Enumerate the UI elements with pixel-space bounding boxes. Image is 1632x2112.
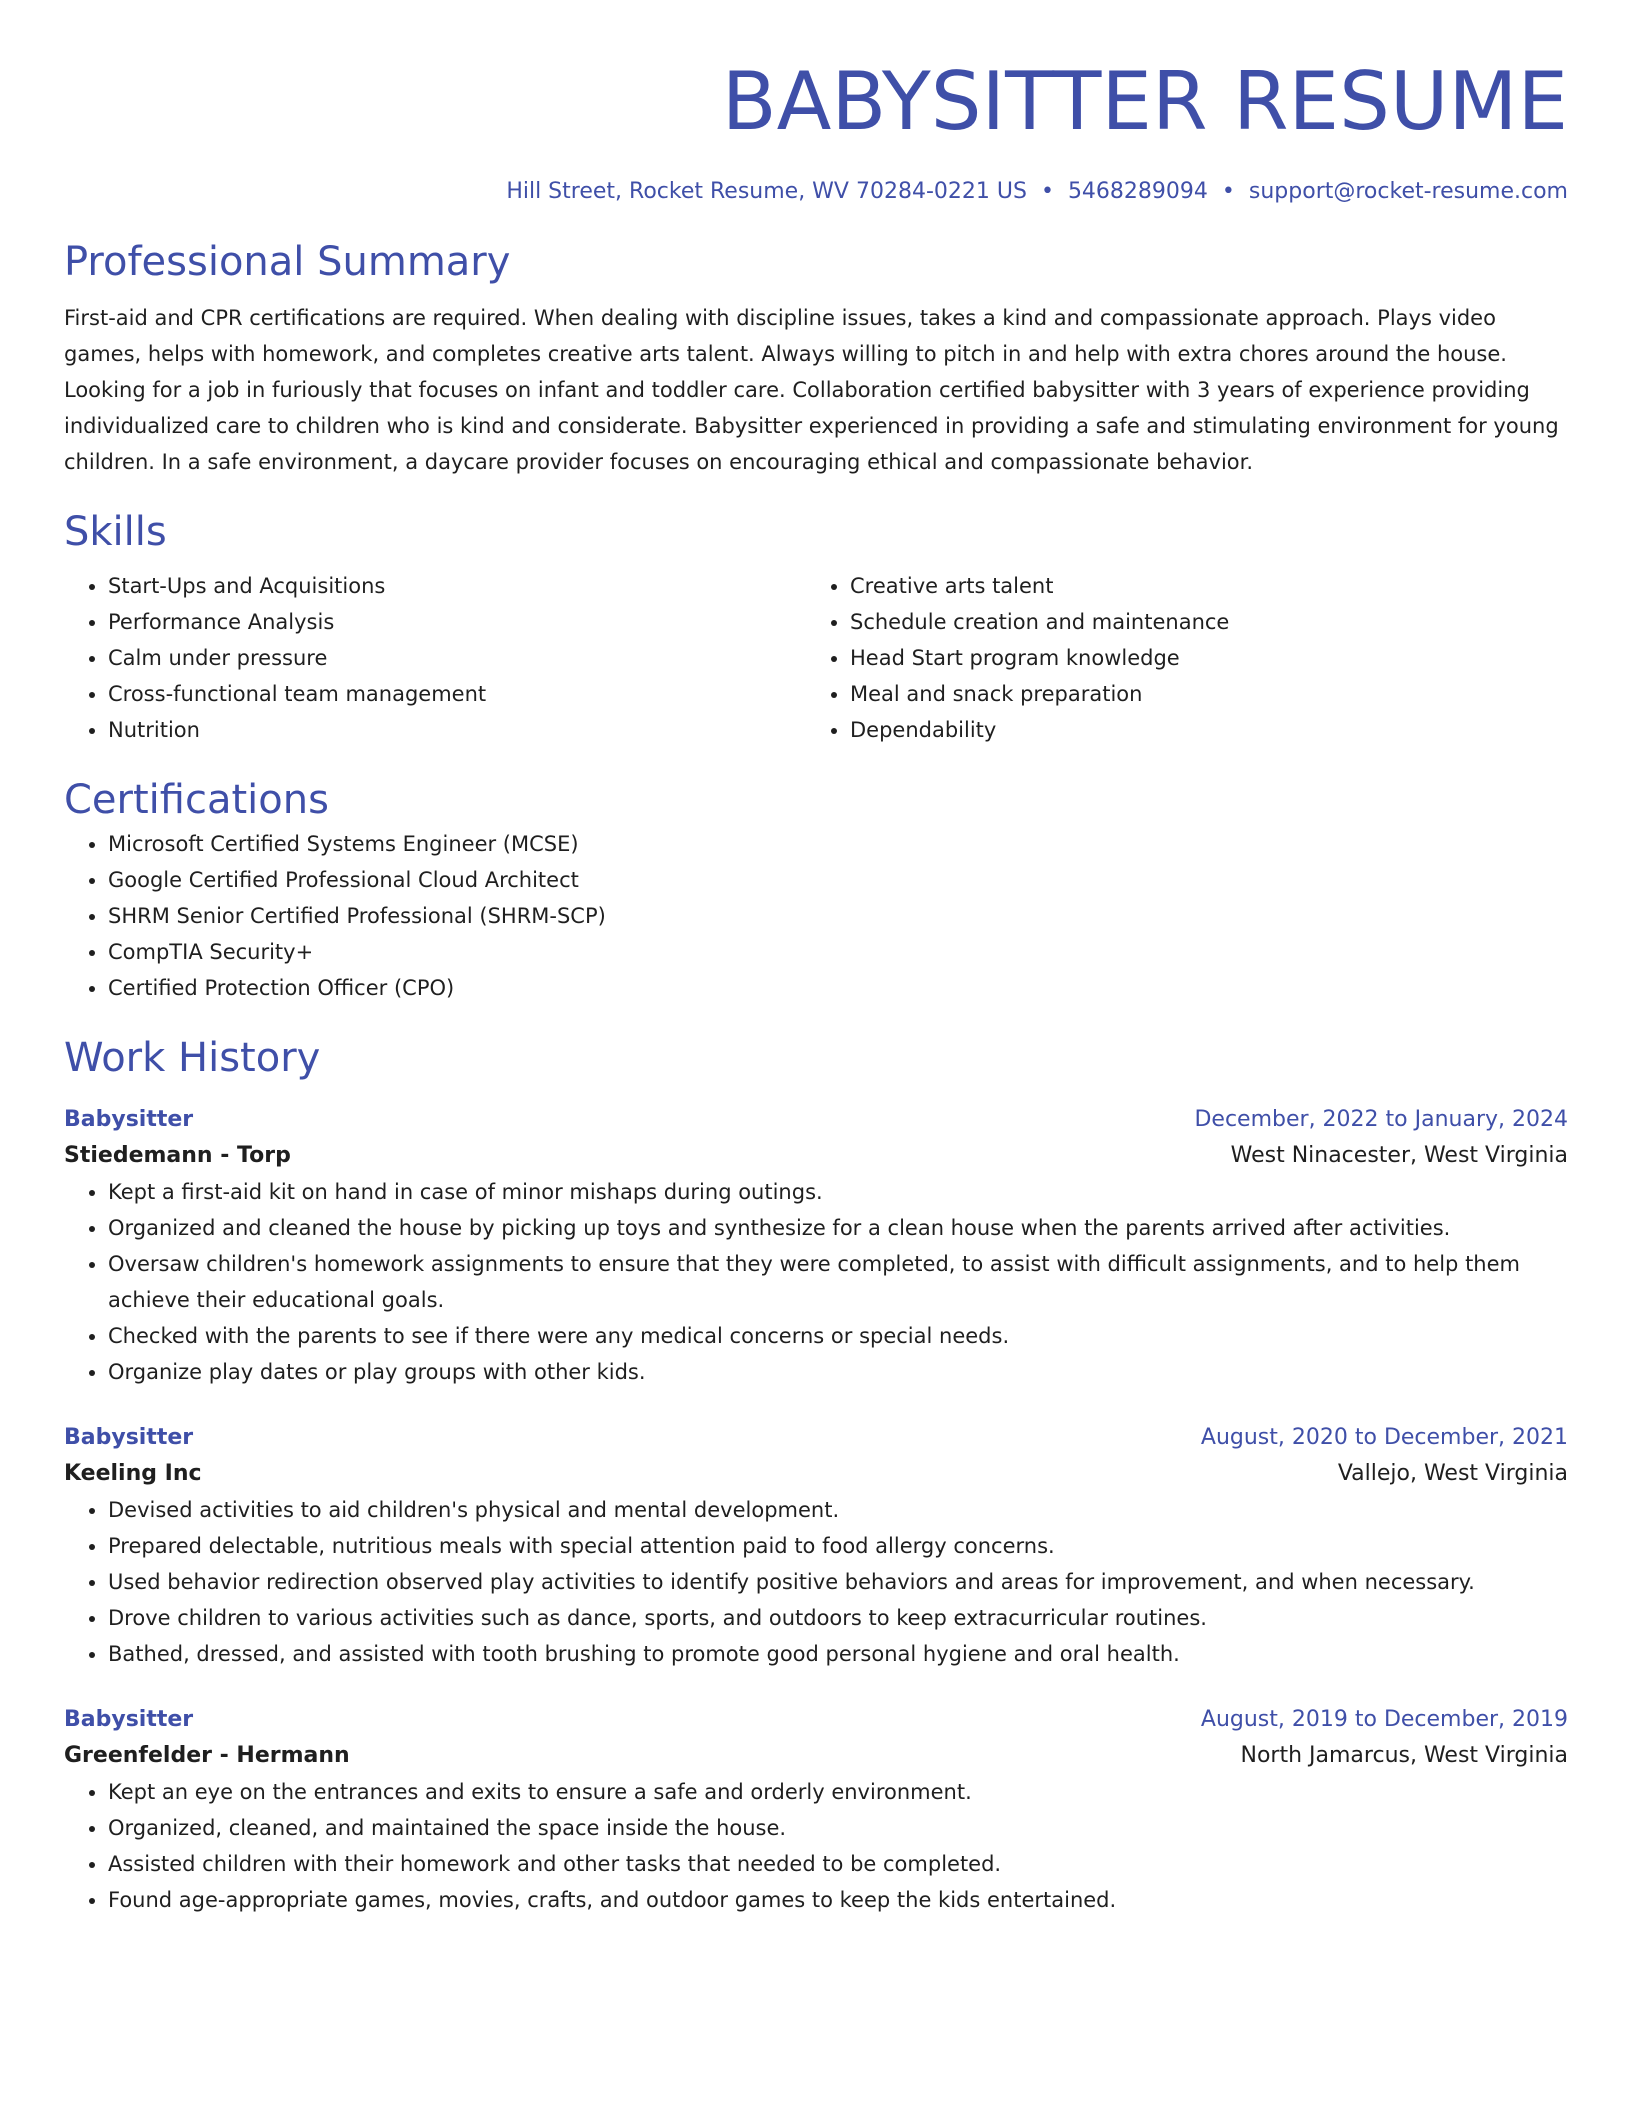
job-company-row [64, 1738, 1568, 1774]
skills-column-right [806, 568, 1548, 748]
job-location: North Jamarcus, West Virginia [1240, 1743, 1568, 1768]
skills-column-left [64, 568, 806, 748]
job-duty: • Organized, cleaned, and maintained the space inside the house. [108, 1810, 1568, 1846]
contact-email: support@rocket-resume.com [1248, 179, 1568, 204]
job-header-row [64, 1102, 1568, 1138]
job-duty: • Bathed, dressed, and assisted with tooth brushing to promote good personal hygiene and oral health. [108, 1636, 1568, 1672]
job-duty: • Assisted children with their homework and other tasks that needed to be completed. [108, 1846, 1568, 1882]
job-header-row [64, 1702, 1568, 1738]
skills-list-right [806, 568, 1548, 748]
certification-item: • SHRM Senior Certified Professional (SHRM-SCP) [108, 898, 1568, 934]
job-duty: • Organize play dates or play groups with other kids. [108, 1354, 1568, 1390]
skill-item: • Creative arts talent [850, 568, 1548, 604]
job-entry [64, 1420, 1568, 1672]
job-dates: December, 2022 to January, 2024 [1194, 1107, 1568, 1132]
job-title: Babysitter [64, 1107, 194, 1132]
skill-item: • Dependability [850, 712, 1548, 748]
certification-item: • CompTIA Security+ [108, 934, 1568, 970]
job-duty: • Organized and cleaned the house by picking up toys and synthesize for a clean house when the parents arrived after activities. [108, 1210, 1568, 1246]
contact-address: Hill Street, Rocket Resume, WV 70284-0221 US [506, 179, 1027, 204]
contact-phone: 5468289094 [1067, 179, 1208, 204]
certification-item: • Certified Protection Officer (CPO) [108, 970, 1568, 1006]
skill-item: • Schedule creation and maintenance [850, 604, 1548, 640]
certification-item: • Microsoft Certified Systems Engineer (MCSE) [108, 826, 1568, 862]
job-header-row [64, 1420, 1568, 1456]
job-duty: • Devised activities to aid children's physical and mental development. [108, 1492, 1568, 1528]
skill-item: • Nutrition [108, 712, 806, 748]
certifications-heading: Certifications [64, 777, 329, 823]
job-company: Keeling Inc [64, 1461, 202, 1486]
job-duties-list [64, 1774, 1568, 1918]
job-entry [64, 1702, 1568, 1918]
job-duties-list [64, 1174, 1568, 1390]
skill-item: • Cross-functional team management [108, 676, 806, 712]
job-location: Vallejo, West Virginia [1337, 1461, 1568, 1486]
job-duty: • Prepared delectable, nutritious meals with special attention paid to food allergy concerns. [108, 1528, 1568, 1564]
job-duty: • Kept a first-aid kit on hand in case of minor mishaps during outings. [108, 1174, 1568, 1210]
contact-separator: • [1040, 179, 1054, 204]
job-duty: • Oversaw children's homework assignments to ensure that they were completed, to assist with difficult assignments, and to help them achieve their educational goals. [108, 1246, 1568, 1318]
job-company: Greenfelder - Hermann [64, 1743, 350, 1768]
skills-list-left [64, 568, 806, 748]
resume-title: BABYSITTER RESUME [721, 55, 1568, 148]
job-duty: • Found age-appropriate games, movies, crafts, and outdoor games to keep the kids entertained. [108, 1882, 1568, 1918]
job-title: Babysitter [64, 1425, 194, 1450]
skill-item: • Performance Analysis [108, 604, 806, 640]
job-dates: August, 2019 to December, 2019 [1200, 1707, 1568, 1732]
contact-line [64, 176, 1568, 208]
job-company-row [64, 1456, 1568, 1492]
summary-text: First-aid and CPR certifications are required. When dealing with discipline issues, takes a kind and compassionate approach. Plays video games, helps with homework, and completes creative arts talent. Always willing to pitch in and help with extra chores around the house. Looking for a job in furiously that focuses on infant and toddler care. Collaboration certified babysitter with 3 years of experience providing individualized care to children who is kind and considerate. Babysitter experienced in providing a safe and stimulating environment for young children. In a safe environment, a daycare provider focuses on encouraging ethical and compassionate behavior. [64, 306, 1559, 474]
skills-heading: Skills [64, 509, 167, 555]
skill-item: • Head Start program knowledge [850, 640, 1548, 676]
job-location: West Ninacester, West Virginia [1230, 1143, 1568, 1168]
certification-item: • Google Certified Professional Cloud Architect [108, 862, 1568, 898]
job-title: Babysitter [64, 1707, 194, 1732]
skill-item: • Calm under pressure [108, 640, 806, 676]
job-duty: • Drove children to various activities such as dance, sports, and outdoors to keep extracurricular routines. [108, 1600, 1568, 1636]
resume-page [64, 0, 1568, 1918]
job-entry [64, 1102, 1568, 1390]
job-duty: • Used behavior redirection observed play activities to identify positive behaviors and areas for improvement, and when necessary. [108, 1564, 1568, 1600]
job-company: Stiedemann - Torp [64, 1143, 291, 1168]
certifications-list [64, 826, 1568, 1006]
skill-item: • Meal and snack preparation [850, 676, 1548, 712]
job-dates: August, 2020 to December, 2021 [1200, 1425, 1568, 1450]
job-company-row [64, 1138, 1568, 1174]
summary-heading: Professional Summary [64, 239, 511, 285]
contact-separator: • [1221, 179, 1235, 204]
job-duty: • Kept an eye on the entrances and exits to ensure a safe and orderly environment. [108, 1774, 1568, 1810]
job-duties-list [64, 1492, 1568, 1672]
job-duty: • Checked with the parents to see if there were any medical concerns or special needs. [108, 1318, 1568, 1354]
work-history-heading: Work History [64, 1035, 321, 1081]
skills-grid [64, 568, 1568, 748]
skill-item: • Start-Ups and Acquisitions [108, 568, 806, 604]
